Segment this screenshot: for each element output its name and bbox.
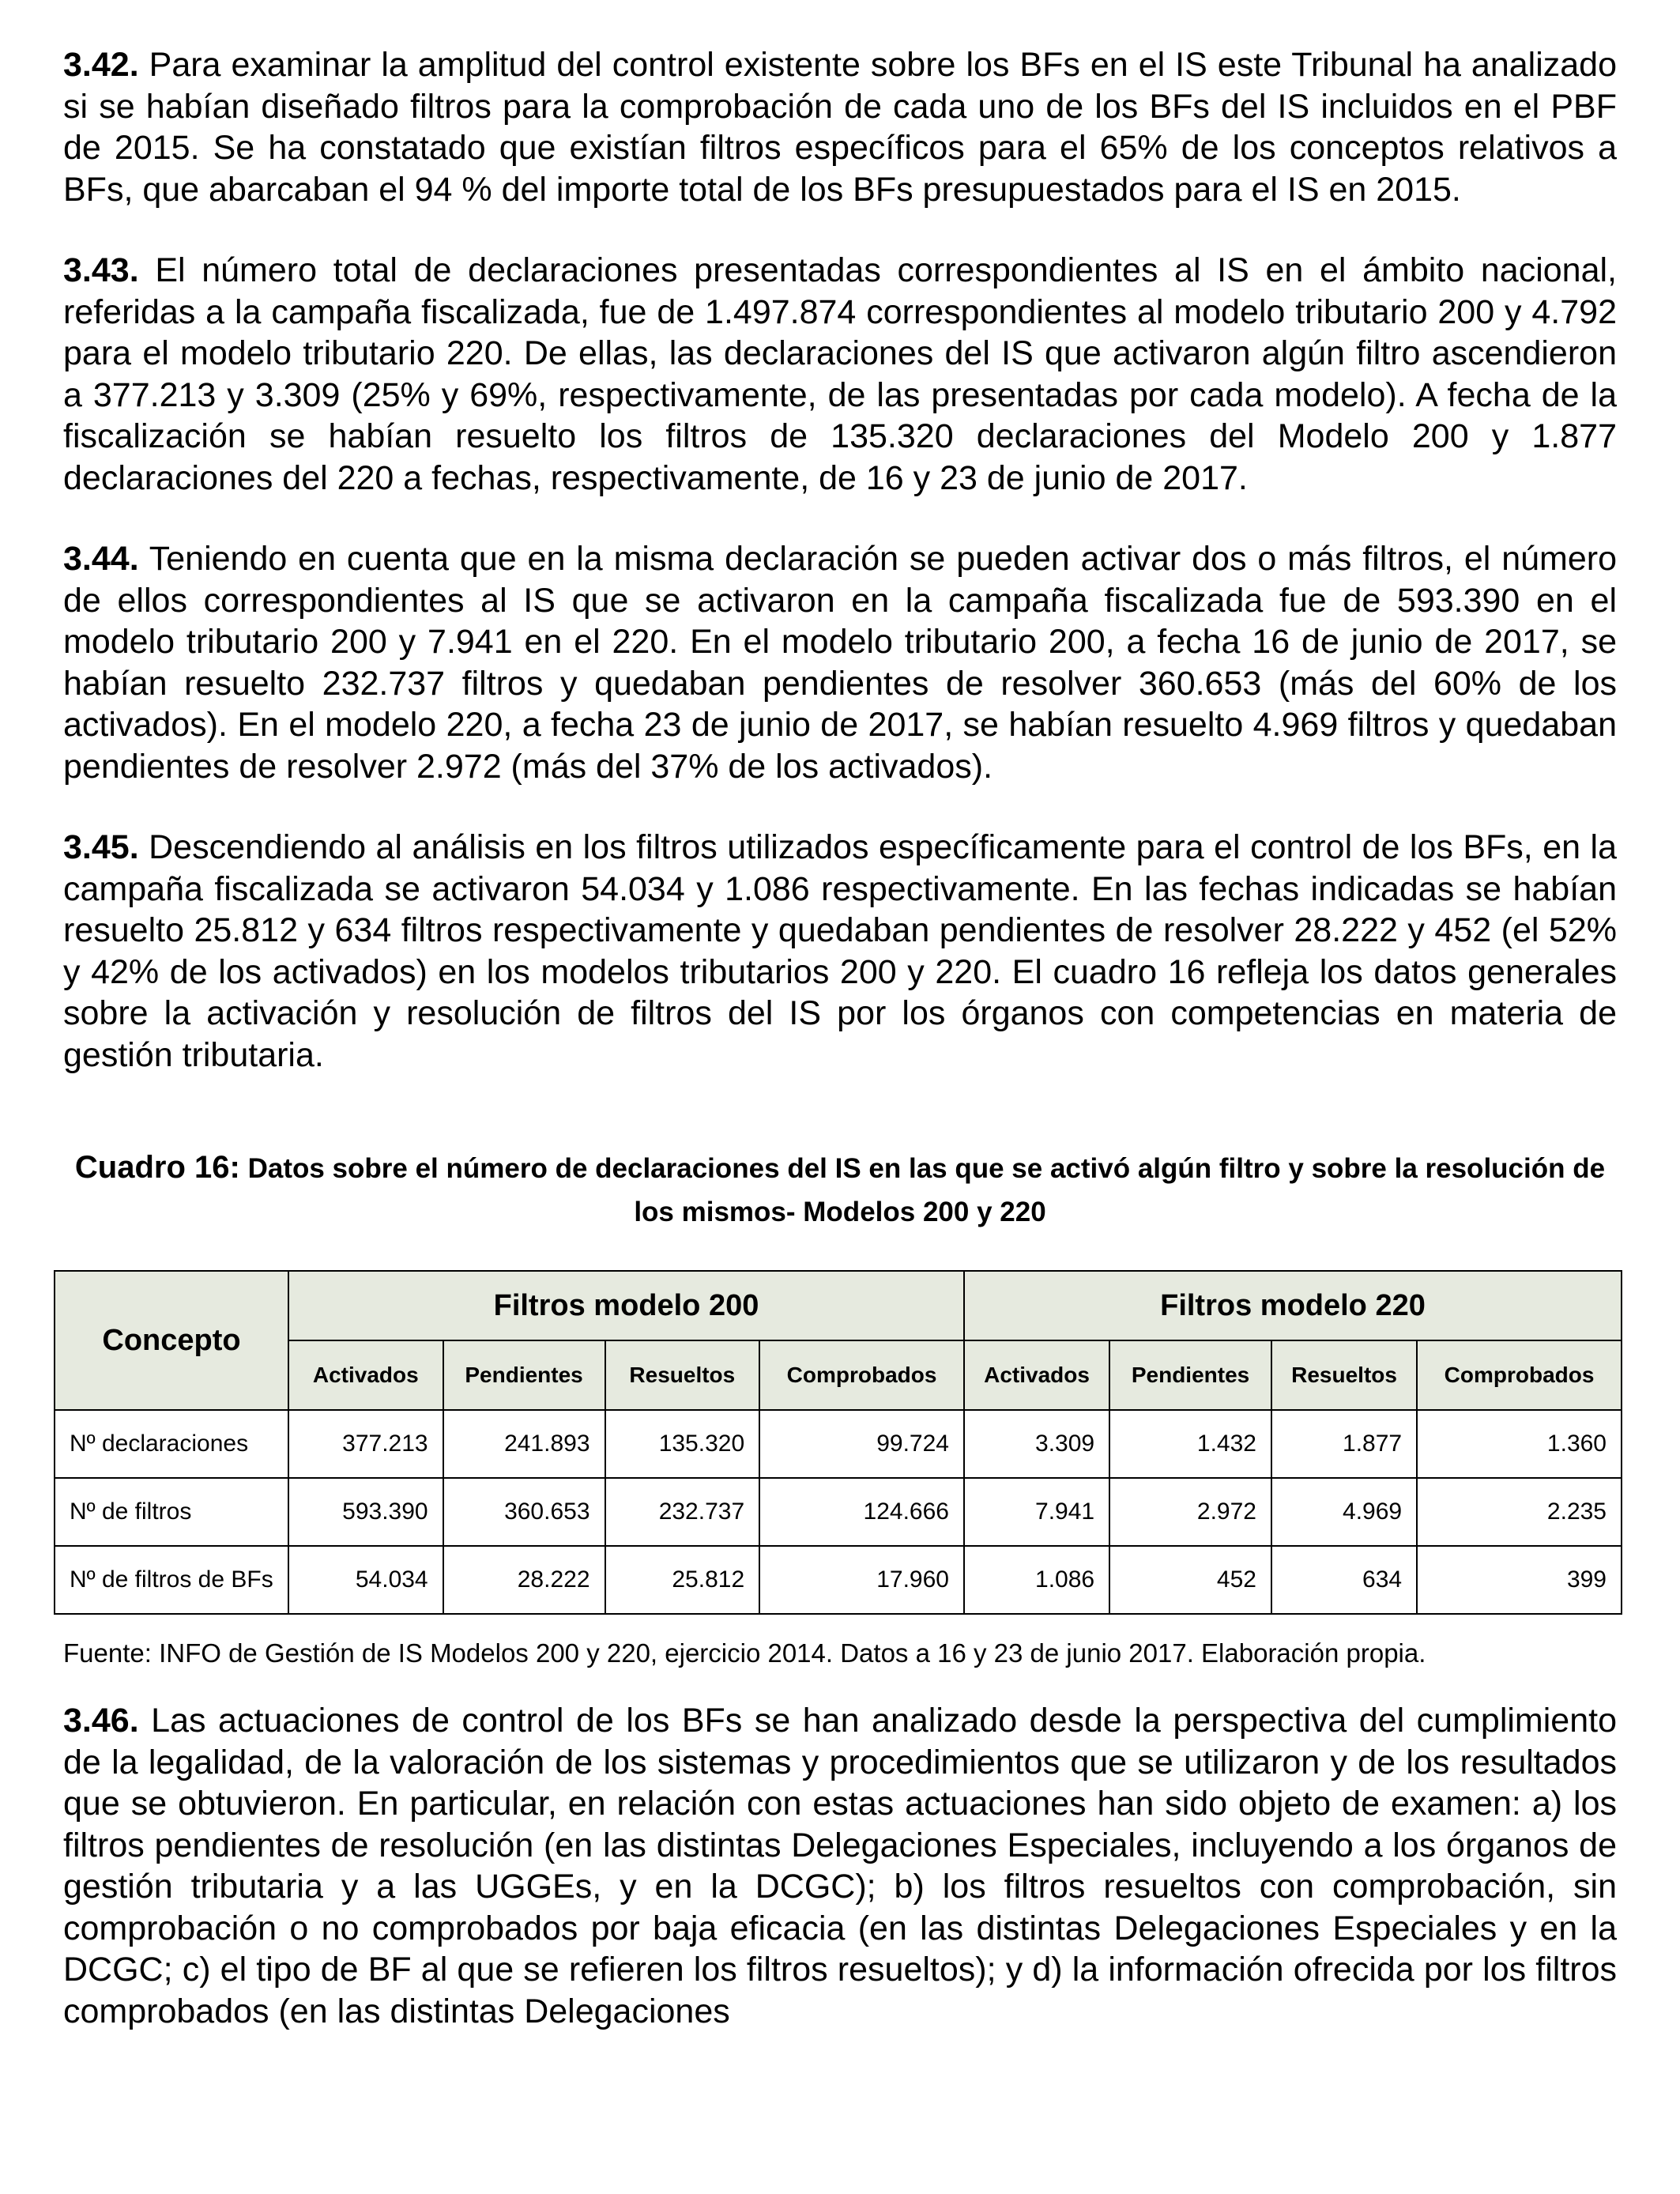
- paragraph-number: 3.44.: [63, 540, 139, 578]
- subheader-pendientes-200: Pendientes: [443, 1340, 605, 1410]
- paragraph-number: 3.43.: [63, 251, 139, 289]
- paragraph-3-43: [63, 250, 1617, 499]
- paragraph-number: 3.45.: [63, 828, 139, 866]
- concept-header: Concepto: [55, 1271, 288, 1410]
- table-cell: 2.235: [1417, 1478, 1622, 1546]
- table-row: [55, 1546, 1622, 1614]
- subheader-resueltos-200: Resueltos: [605, 1340, 760, 1410]
- table-cell: 399: [1417, 1546, 1622, 1614]
- paragraph-3-45: [63, 827, 1617, 1076]
- paragraph-3-46: [63, 1700, 1617, 2032]
- subheader-comprobados-200: Comprobados: [759, 1340, 964, 1410]
- document-page: [63, 44, 1617, 2071]
- table-cell: 1.086: [964, 1546, 1109, 1614]
- table-cell: 360.653: [443, 1478, 605, 1546]
- table-cell: 452: [1109, 1546, 1271, 1614]
- paragraph-3-42: [63, 44, 1617, 210]
- cuadro-16-table: [54, 1270, 1622, 1615]
- table-cell: 7.941: [964, 1478, 1109, 1546]
- table-header-row: [55, 1271, 1622, 1340]
- table-cell: 25.812: [605, 1546, 760, 1614]
- table-subheader-row: [55, 1340, 1622, 1410]
- table-cell: 28.222: [443, 1546, 605, 1614]
- table-cell: 4.969: [1271, 1478, 1417, 1546]
- table-cell: 1.877: [1271, 1410, 1417, 1478]
- paragraph-text: Las actuaciones de control de los BFs se han analizado desde la perspectiva del cumplimiento de la legalidad, de la valoración de los sistemas y procedimientos que se utilizaron y de los resultados que se obtuvieron. En particular, en relación con estas actuaciones han sido objeto de examen: a) los filtros pendientes de resolución (en las distintas Delegaciones Especiales, incluyendo a los órganos de gestión tributaria y a las UGGEs, y en la DCGC); b) los filtros resueltos con comprobación, sin comprobación o no comprobados por baja eficacia (en las distintas Delegaciones Especiales y en la DCGC; c) el tipo de BF al que se refieren los filtros resueltos); y d) la información ofrecida por los filtros comprobados (en las distintas Delegaciones: [63, 1702, 1617, 2030]
- table-cell: 1.360: [1417, 1410, 1622, 1478]
- row-label: Nº declaraciones: [55, 1410, 288, 1478]
- table-cell: 232.737: [605, 1478, 760, 1546]
- table-cell: 124.666: [759, 1478, 964, 1546]
- subheader-pendientes-220: Pendientes: [1109, 1340, 1271, 1410]
- paragraph-3-44: [63, 538, 1617, 787]
- paragraph-text: Descendiendo al análisis en los filtros utilizados específicamente para el control de los BFs, en la campaña fiscalizada se activaron 54.034 y 1.086 respectivamente. En las fechas indicadas se habían resuelto 25.812 y 634 filtros respectivamente y quedaban pendientes de resolver 28.222 y 452 (el 52% y 42% de los activados) en los modelos tributarios 200 y 220. El cuadro 16 refleja los datos generales sobre la activación y resolución de filtros del IS por los órganos con competencias en materia de gestión tributaria.: [63, 828, 1617, 1074]
- paragraph-text: Teniendo en cuenta que en la misma declaración se pueden activar dos o más filtros, el número de ellos correspondientes al IS que se activaron en la campaña fiscalizada fue de 593.390 en el modelo tributario 200 y 7.941 en el 220. En el modelo tributario 200, a fecha 16 de junio de 2017, se habían resuelto 232.737 filtros y quedaban pendientes de resolver 360.653 (más del 60% de los activados). En el modelo 220, a fecha 23 de junio de 2017, se habían resuelto 4.969 filtros y quedaban pendientes de resolver 2.972 (más del 37% de los activados).: [63, 540, 1617, 786]
- paragraph-number: 3.46.: [63, 1702, 139, 1740]
- table-row: [55, 1478, 1622, 1546]
- table-cell: 2.972: [1109, 1478, 1271, 1546]
- group-header-220: Filtros modelo 220: [964, 1271, 1622, 1340]
- subheader-comprobados-220: Comprobados: [1417, 1340, 1622, 1410]
- table-cell: 593.390: [288, 1478, 443, 1546]
- paragraph-text: Para examinar la amplitud del control existente sobre los BFs en el IS este Tribunal ha analizado si se habían diseñado filtros para la comprobación de cada uno de los BFs del IS incluidos en el PBF de 2015. Se ha constatado que existían filtros específicos para el 65% de los conceptos relativos a BFs, que abarcaban el 94 % del importe total de los BFs presupuestados para el IS en 2015.: [63, 46, 1617, 209]
- table-caption: [63, 1148, 1617, 1237]
- paragraph-text: El número total de declaraciones presentadas correspondientes al IS en el ámbito nacional, referidas a la campaña fiscalizada, fue de 1.497.874 correspondientes al modelo tributario 200 y 4.792 para el modelo tributario 220. De ellas, las declaraciones del IS que activaron algún filtro ascendieron a 377.213 y 3.309 (25% y 69%, respectivamente, de las presentadas por cada modelo). A fecha de la fiscalización se habían resuelto los filtros de 135.320 declaraciones del Modelo 200 y 1.877 declaraciones del 220 a fechas, respectivamente, de 16 y 23 de junio de 2017.: [63, 251, 1617, 497]
- subheader-activados-220: Activados: [964, 1340, 1109, 1410]
- table-cell: 241.893: [443, 1410, 605, 1478]
- caption-lead: Cuadro 16:: [74, 1150, 240, 1185]
- table-cell: 634: [1271, 1546, 1417, 1614]
- table-source-note: Fuente: INFO de Gestión de IS Modelos 200 y 220, ejercicio 2014. Datos a 16 y 23 de junio 2017. Elaboración propia.: [63, 1638, 1426, 1668]
- subheader-resueltos-220: Resueltos: [1271, 1340, 1417, 1410]
- table-cell: 54.034: [288, 1546, 443, 1614]
- row-label: Nº de filtros de BFs: [55, 1546, 288, 1614]
- paragraph-number: 3.42.: [63, 46, 139, 84]
- subheader-activados-200: Activados: [288, 1340, 443, 1410]
- table-cell: 99.724: [759, 1410, 964, 1478]
- row-label: Nº de filtros: [55, 1478, 288, 1546]
- table-row: [55, 1410, 1622, 1478]
- table-cell: 377.213: [288, 1410, 443, 1478]
- group-header-200: Filtros modelo 200: [288, 1271, 964, 1340]
- caption-text: Datos sobre el número de declaraciones del IS en las que se activó algún filtro y sobre la resolución de los mismos- Modelos 200 y 220: [239, 1153, 1606, 1227]
- table-cell: 3.309: [964, 1410, 1109, 1478]
- table-cell: 17.960: [759, 1546, 964, 1614]
- table-cell: 135.320: [605, 1410, 760, 1478]
- table-cell: 1.432: [1109, 1410, 1271, 1478]
